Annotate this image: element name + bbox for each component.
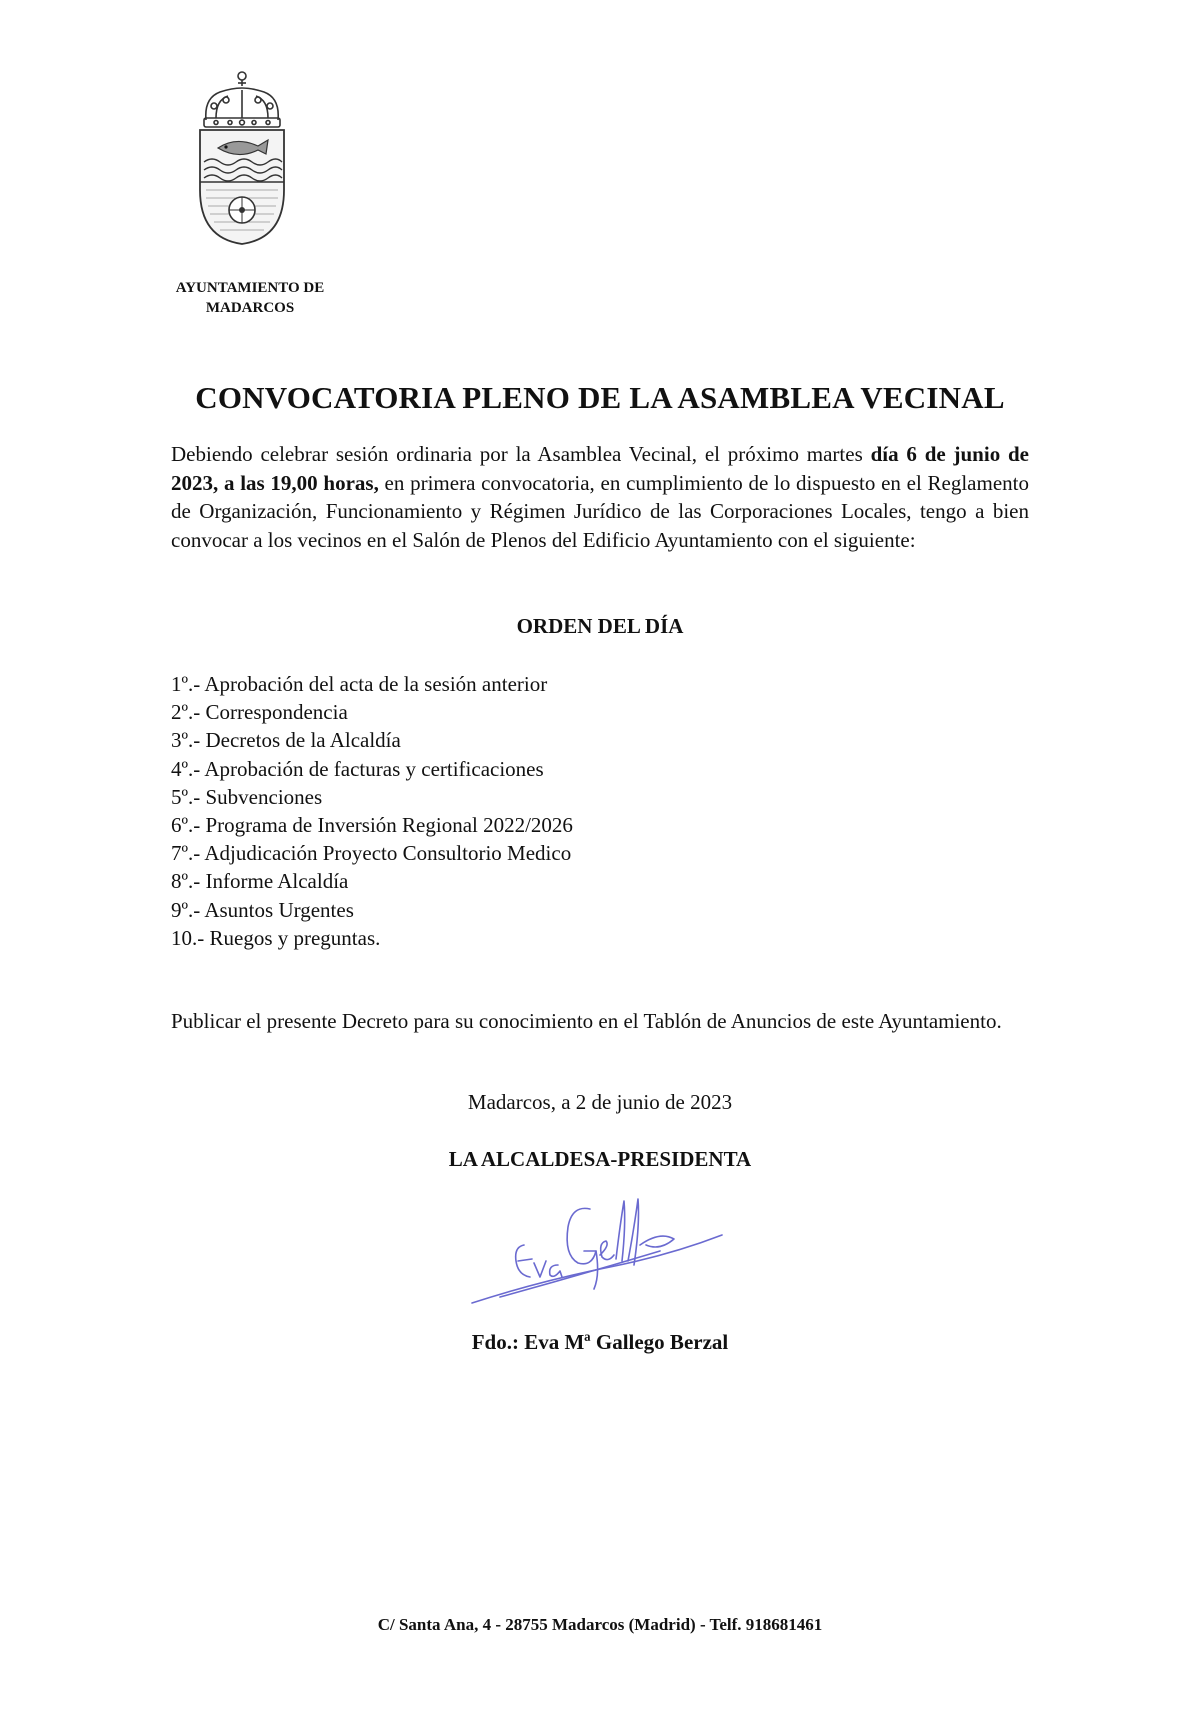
agenda-item: 3º.- Decretos de la Alcaldía — [171, 728, 401, 753]
organization-name-line2: MADARCOS — [205, 300, 295, 316]
place-and-date: Madarcos, a 2 de junio de 2023 — [467, 1090, 733, 1114]
signer-role: LA ALCALDESA-PRESIDENTA — [448, 1147, 752, 1171]
agenda-item: 8º.- Informe Alcaldía — [171, 869, 349, 894]
handwritten-signature-icon — [460, 1185, 740, 1330]
agenda-item: 7º.- Adjudicación Proyecto Consultorio Medico — [171, 841, 572, 866]
intro-date-highlight: día 6 de junio de 2023, a las 19,00 horas, — [171, 442, 1030, 495]
publish-paragraph: Publicar el presente Decreto para su conocimiento en el Tablón de Anuncios de este Ayuntamiento. — [171, 1009, 1002, 1033]
agenda-list — [171, 670, 971, 952]
agenda-item: 9º.- Asuntos Urgentes — [171, 897, 354, 922]
intro-text-end: en primera convocatoria, en cumplimiento de lo dispuesto en el Reglamento de Organización, Funcionamiento y Régimen Jurídico de las Corporaciones Locales, tengo a bien convocar a los vecinos en el Salón de Plenos del Edificio Ayuntamiento con el siguiente: — [171, 470, 1029, 552]
agenda-item: 5º.- Subvenciones — [171, 784, 323, 809]
municipal-crest-icon — [196, 70, 288, 246]
intro-paragraph — [171, 440, 1029, 554]
organization-name — [150, 278, 350, 318]
agenda-item: 1º.- Aprobación del acta de la sesión anterior — [171, 672, 548, 696]
signer-name: Fdo.: Eva Mª Gallego Berzal — [471, 1330, 729, 1354]
agenda-title: ORDEN DEL DÍA — [516, 614, 684, 638]
agenda-item: 2º.- Correspondencia — [171, 700, 348, 725]
agenda-item: 10.- Ruegos y preguntas. — [171, 925, 381, 950]
document-title: CONVOCATORIA PLENO DE LA ASAMBLEA VECINAL — [195, 380, 1005, 415]
agenda-item: 6º.- Programa de Inversión Regional 2022/2026 — [171, 813, 573, 838]
organization-name-line1: AYUNTAMIENTO DE — [175, 280, 325, 296]
intro-text-start: Debiendo celebrar sesión ordinaria por la Asamblea Vecinal, el próximo martes — [171, 442, 871, 466]
agenda-item: 4º.- Aprobación de facturas y certificaciones — [171, 756, 544, 781]
footer-address: C/ Santa Ana, 4 - 28755 Madarcos (Madrid) - Telf. 918681461 — [377, 1615, 823, 1634]
